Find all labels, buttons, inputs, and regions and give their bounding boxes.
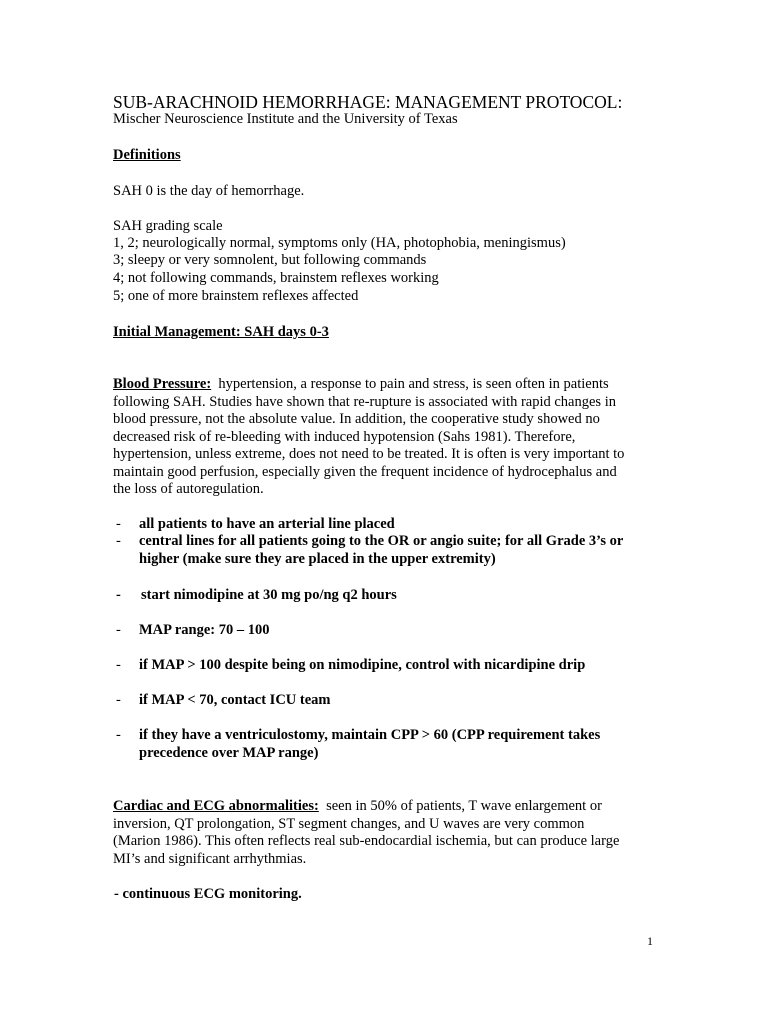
grading-scale-heading: SAH grading scale <box>113 218 223 234</box>
ecg-monitoring-bullet: - continuous ECG monitoring. <box>114 886 302 902</box>
bullet-dash: - <box>116 587 121 603</box>
bullet-dash: - <box>116 657 121 673</box>
bullet-text: if they have a ventriculostomy, maintain CPP > 60 (CPP requirement takes <box>139 727 601 743</box>
bullet-dash: - <box>116 533 121 549</box>
document-subtitle: Mischer Neuroscience Institute and the University of Texas <box>113 111 458 127</box>
bullet-text: if MAP > 100 despite being on nimodipine, control with nicardipine drip <box>139 657 586 673</box>
grade-item: 1, 2; neurologically normal, symptoms only (HA, photophobia, meningismus) <box>113 235 566 251</box>
grade-item: 3; sleepy or very somnolent, but following commands <box>113 252 427 268</box>
paragraph-line: maintain good perfusion, especially given the frequent incidence of hydrocephalus and <box>113 463 617 480</box>
sah0-definition: SAH 0 is the day of hemorrhage. <box>113 183 305 199</box>
paragraph-line: hypertension, unless extreme, does not need to be treated. It is often is very important to <box>113 446 625 462</box>
paragraph-line: decreased risk of re-bleeding with induced hypotension (Sahs 1981). Therefore, <box>113 428 576 445</box>
bullet-text: central lines for all patients going to the OR or angio suite; for all Grade 3’s or <box>139 533 624 549</box>
grade-item: 4; not following commands, brainstem reflexes working <box>113 270 439 286</box>
paragraph-line: MI’s and significant arrhythmias. <box>113 850 307 867</box>
bullet-text: higher (make sure they are placed in the upper extremity) <box>139 550 496 567</box>
blood-pressure-label: Blood Pressure: <box>113 376 212 392</box>
bullet-text: precedence over MAP range) <box>139 744 319 761</box>
paragraph-line: seen in 50% of patients, T wave enlargement or <box>326 798 602 814</box>
bullet-text: all patients to have an arterial line placed <box>139 516 395 532</box>
paragraph-line: hypertension, a response to pain and stress, is seen often in patients <box>218 376 609 392</box>
cardiac-paragraph <box>113 798 653 868</box>
bullet-text: start nimodipine at 30 mg po/ng q2 hours <box>141 587 397 603</box>
grade-item: 5; one of more brainstem reflexes affected <box>113 288 359 304</box>
cardiac-label: Cardiac and ECG abnormalities: <box>113 798 319 814</box>
bullet-text: if MAP < 70, contact ICU team <box>139 692 331 708</box>
bullet-dash: - <box>116 727 121 743</box>
page-number: 1 <box>647 934 653 948</box>
bullet-dash: - <box>116 692 121 708</box>
initial-management-heading: Initial Management: SAH days 0-3 <box>113 324 329 340</box>
paragraph-line: following SAH. Studies have shown that re-rupture is associated with rapid changes in <box>113 393 616 410</box>
bullet-dash: - <box>116 622 121 638</box>
document-title: SUB-ARACHNOID HEMORRHAGE: MANAGEMENT PROTOCOL: <box>113 92 623 112</box>
paragraph-line: the loss of autoregulation. <box>113 481 264 497</box>
bullet-dash: - <box>116 516 121 532</box>
blood-pressure-paragraph <box>113 376 653 499</box>
paragraph-line: blood pressure, not the absolute value. In addition, the cooperative study showed no <box>113 411 600 427</box>
paragraph-line: inversion, QT prolongation, ST segment changes, and U waves are very common <box>113 815 585 832</box>
bullet-text: MAP range: 70 – 100 <box>139 622 270 638</box>
definitions-heading: Definitions <box>113 147 181 163</box>
paragraph-line: (Marion 1986). This often reflects real sub-endocardial ischemia, but can produce large <box>113 833 620 849</box>
